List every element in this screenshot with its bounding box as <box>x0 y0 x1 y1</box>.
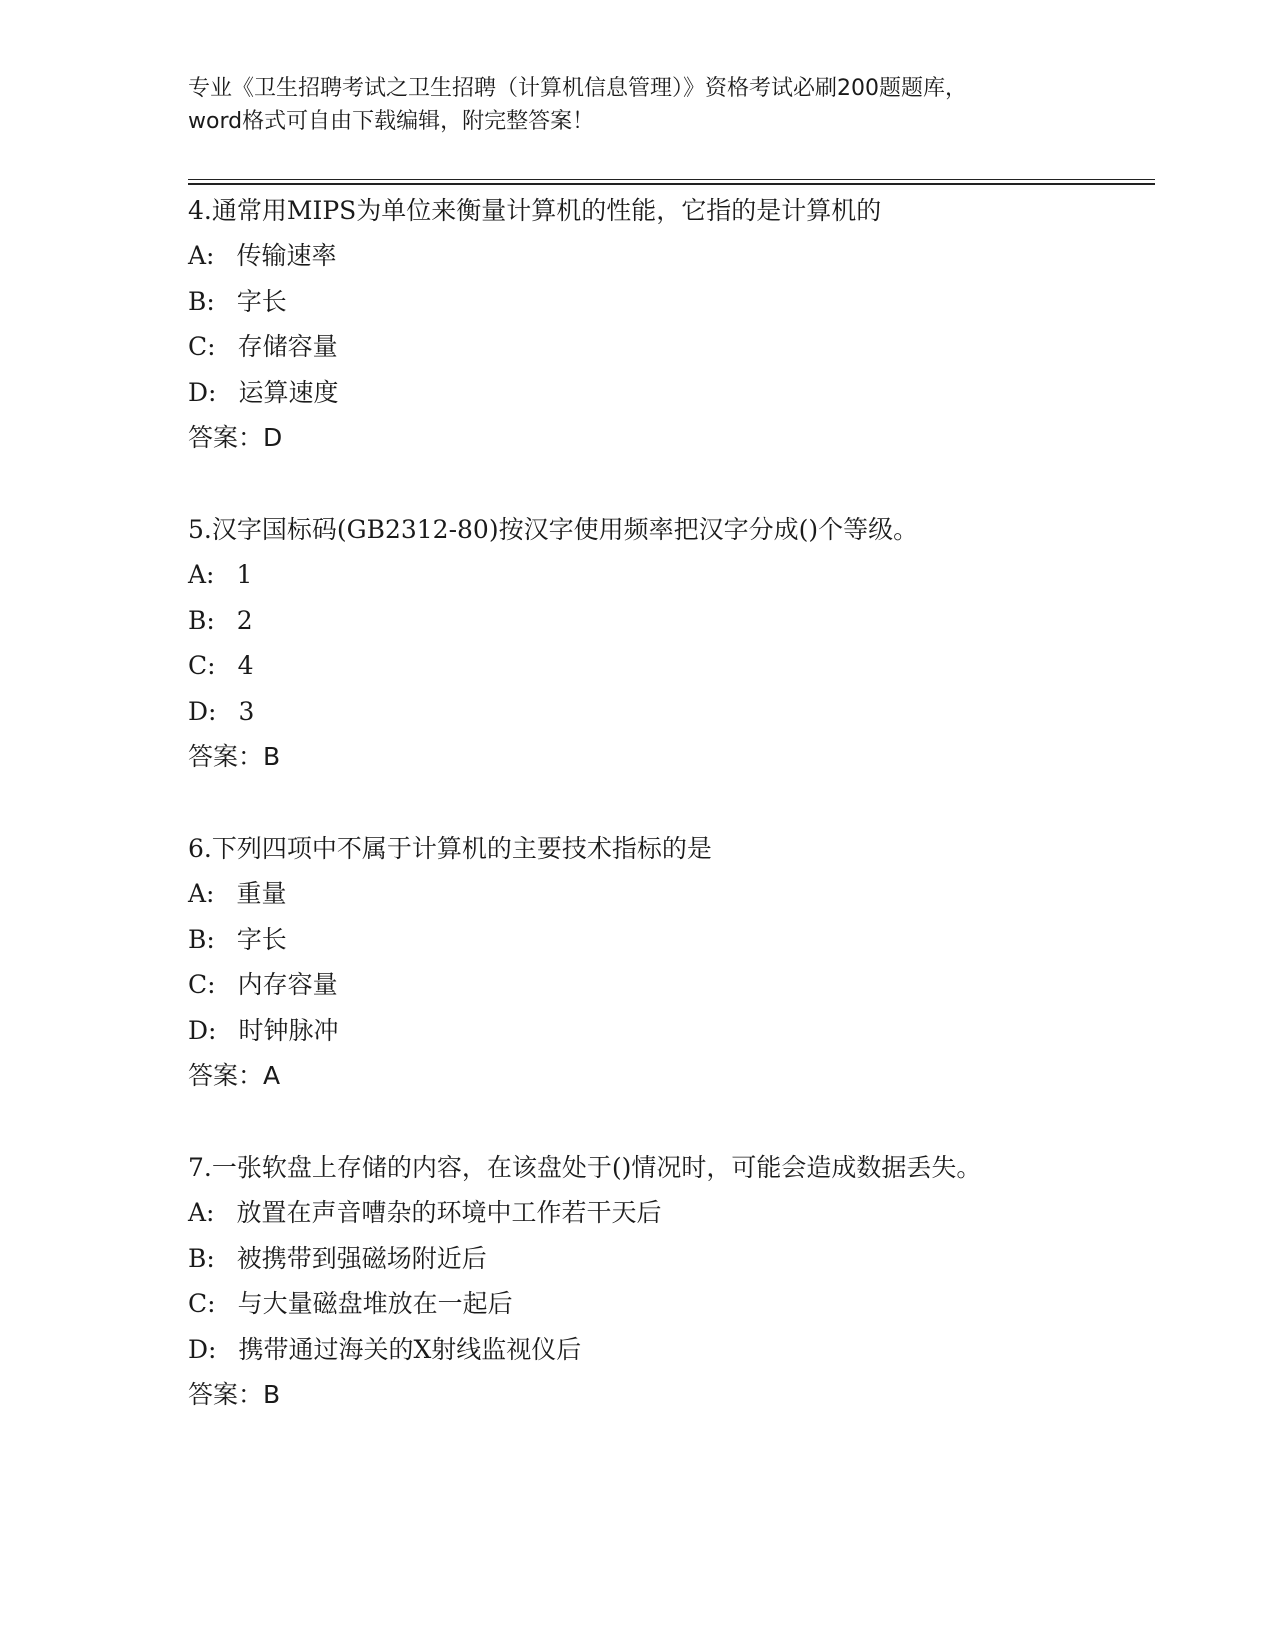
question-stem: 4.通常用MIPS为单位来衡量计算机的性能，它指的是计算机的 <box>188 196 882 225</box>
option-text: 重量 <box>236 879 287 908</box>
option-b <box>188 917 1088 963</box>
question-stem: 7.一张软盘上存储的内容，在该盘处于()情况时，可能会造成数据丢失。 <box>188 1153 982 1182</box>
header-line-1: 专业《卫生招聘考试之卫生招聘（计算机信息管理）》资格考试必刷200题题库， <box>188 76 967 101</box>
question-block <box>188 188 1088 461</box>
option-letter: A: <box>188 241 215 270</box>
option-b <box>188 598 1088 644</box>
answer-line: 答案：A <box>188 1061 281 1090</box>
option-a <box>188 1190 1088 1236</box>
option-text: 3 <box>238 696 255 726</box>
option-letter: D: <box>188 696 217 726</box>
question-block <box>188 826 1088 1099</box>
option-a <box>188 871 1088 917</box>
header-line-2: word格式可自由下载编辑，附完整答案！ <box>188 109 595 134</box>
option-text: 字长 <box>236 286 287 316</box>
question-block <box>188 1145 1088 1418</box>
document-header <box>188 72 1088 138</box>
option-text: 携带通过海关的X射线监视仪后 <box>238 1334 582 1364</box>
option-text: 4 <box>237 651 254 680</box>
option-letter: D: <box>188 1015 217 1045</box>
option-letter: D: <box>188 377 217 407</box>
option-letter: B: <box>188 1243 215 1273</box>
option-letter: B: <box>188 286 215 316</box>
option-text: 时钟脉冲 <box>238 1015 339 1045</box>
option-c <box>188 324 1088 370</box>
option-b <box>188 1236 1088 1282</box>
question-stem: 6.下列四项中不属于计算机的主要技术指标的是 <box>188 834 712 863</box>
option-d <box>188 689 1088 735</box>
option-letter: A: <box>188 1198 215 1227</box>
option-text: 传输速率 <box>236 241 337 270</box>
option-d <box>188 1008 1088 1054</box>
header-divider-thin <box>188 179 1155 180</box>
option-c <box>188 643 1088 689</box>
option-letter: A: <box>188 879 215 908</box>
answer-line: 答案：B <box>188 742 281 771</box>
option-letter: A: <box>188 560 215 589</box>
option-text: 内存容量 <box>237 970 338 999</box>
header-divider-thick <box>188 183 1155 185</box>
option-letter: C: <box>188 1289 216 1318</box>
answer-line: 答案：B <box>188 1380 281 1409</box>
answer-line: 答案：D <box>188 423 283 452</box>
option-d <box>188 1327 1088 1373</box>
option-letter: C: <box>188 332 216 361</box>
option-text: 放置在声音嘈杂的环境中工作若干天后 <box>236 1198 662 1227</box>
option-letter: B: <box>188 924 215 954</box>
option-c <box>188 1281 1088 1327</box>
option-text: 存储容量 <box>237 332 338 361</box>
option-text: 2 <box>236 605 253 635</box>
question-block <box>188 507 1088 780</box>
option-text: 字长 <box>236 924 287 954</box>
option-text: 运算速度 <box>238 377 339 407</box>
option-b <box>188 279 1088 325</box>
option-text: 1 <box>236 560 253 589</box>
option-d <box>188 370 1088 416</box>
question-stem: 5.汉字国标码(GB2312-80)按汉字使用频率把汉字分成()个等级。 <box>188 515 919 544</box>
option-a <box>188 552 1088 598</box>
option-letter: C: <box>188 970 216 999</box>
option-letter: D: <box>188 1334 217 1364</box>
option-text: 与大量磁盘堆放在一起后 <box>237 1289 513 1318</box>
option-text: 被携带到强磁场附近后 <box>236 1243 487 1273</box>
option-c <box>188 962 1088 1008</box>
option-letter: B: <box>188 605 215 635</box>
option-a <box>188 233 1088 279</box>
option-letter: C: <box>188 651 216 680</box>
